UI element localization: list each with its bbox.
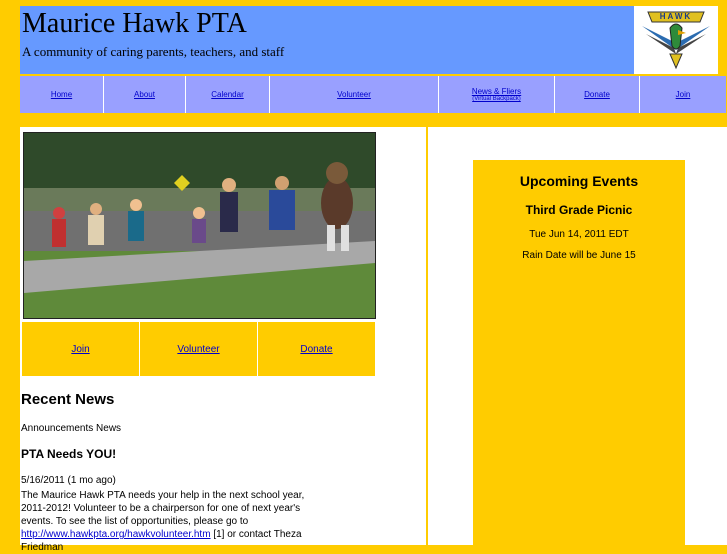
news-heading: Recent News xyxy=(21,391,115,408)
news-subheading: Announcements News xyxy=(21,423,122,434)
nav-calendar[interactable]: Calendar xyxy=(186,76,270,113)
event-note: Rain Date will be June 15 xyxy=(522,250,636,261)
sidebar xyxy=(428,127,727,545)
quick-links xyxy=(22,322,375,376)
nav-donate[interactable]: Donate xyxy=(555,76,640,113)
main-content xyxy=(20,127,426,553)
article-date: 5/16/2011 (1 mo ago) xyxy=(21,475,116,486)
main-nav xyxy=(20,76,726,113)
nav-about[interactable]: About xyxy=(104,76,186,113)
site-title: Maurice Hawk PTA xyxy=(22,8,247,39)
hero-photo xyxy=(23,132,376,319)
article-text-continued: [1] or contact Theza Friedman xyxy=(21,529,302,553)
nav-news-fliers[interactable]: News & Fliers (Virtual Backpack) xyxy=(439,76,555,113)
quick-donate-button[interactable]: Donate xyxy=(258,322,375,376)
nav-home[interactable]: Home xyxy=(20,76,104,113)
events-title: Upcoming Events xyxy=(519,173,639,189)
article-title: PTA Needs YOU! xyxy=(21,447,117,461)
logo-text: HAWK xyxy=(659,12,693,21)
nav-join[interactable]: Join xyxy=(640,76,726,113)
hawk-logo[interactable] xyxy=(634,6,718,74)
nav-volunteer[interactable]: Volunteer xyxy=(270,76,439,113)
volunteer-link[interactable]: http://www.hawkpta.org/hawkvolunteer.htm xyxy=(21,529,211,540)
quick-join-button[interactable]: Join xyxy=(22,322,139,376)
site-header xyxy=(20,6,634,74)
upcoming-events-panel xyxy=(473,160,685,545)
article-text: The Maurice Hawk PTA needs your help in the next school year, 2011-2012! Volunteer to be a chairperson for one of next year's events. To see the list of opportunities, please go to xyxy=(21,490,305,527)
article-body xyxy=(21,489,321,554)
event-date: Tue Jun 14, 2011 EDT xyxy=(529,229,629,240)
event-name[interactable]: Third Grade Picnic xyxy=(525,203,633,217)
quick-volunteer-button[interactable]: Volunteer xyxy=(140,322,257,376)
nav-news-fliers-sub: (Virtual Backpack) xyxy=(472,96,521,102)
site-tagline: A community of caring parents, teachers, and staff xyxy=(22,44,285,59)
